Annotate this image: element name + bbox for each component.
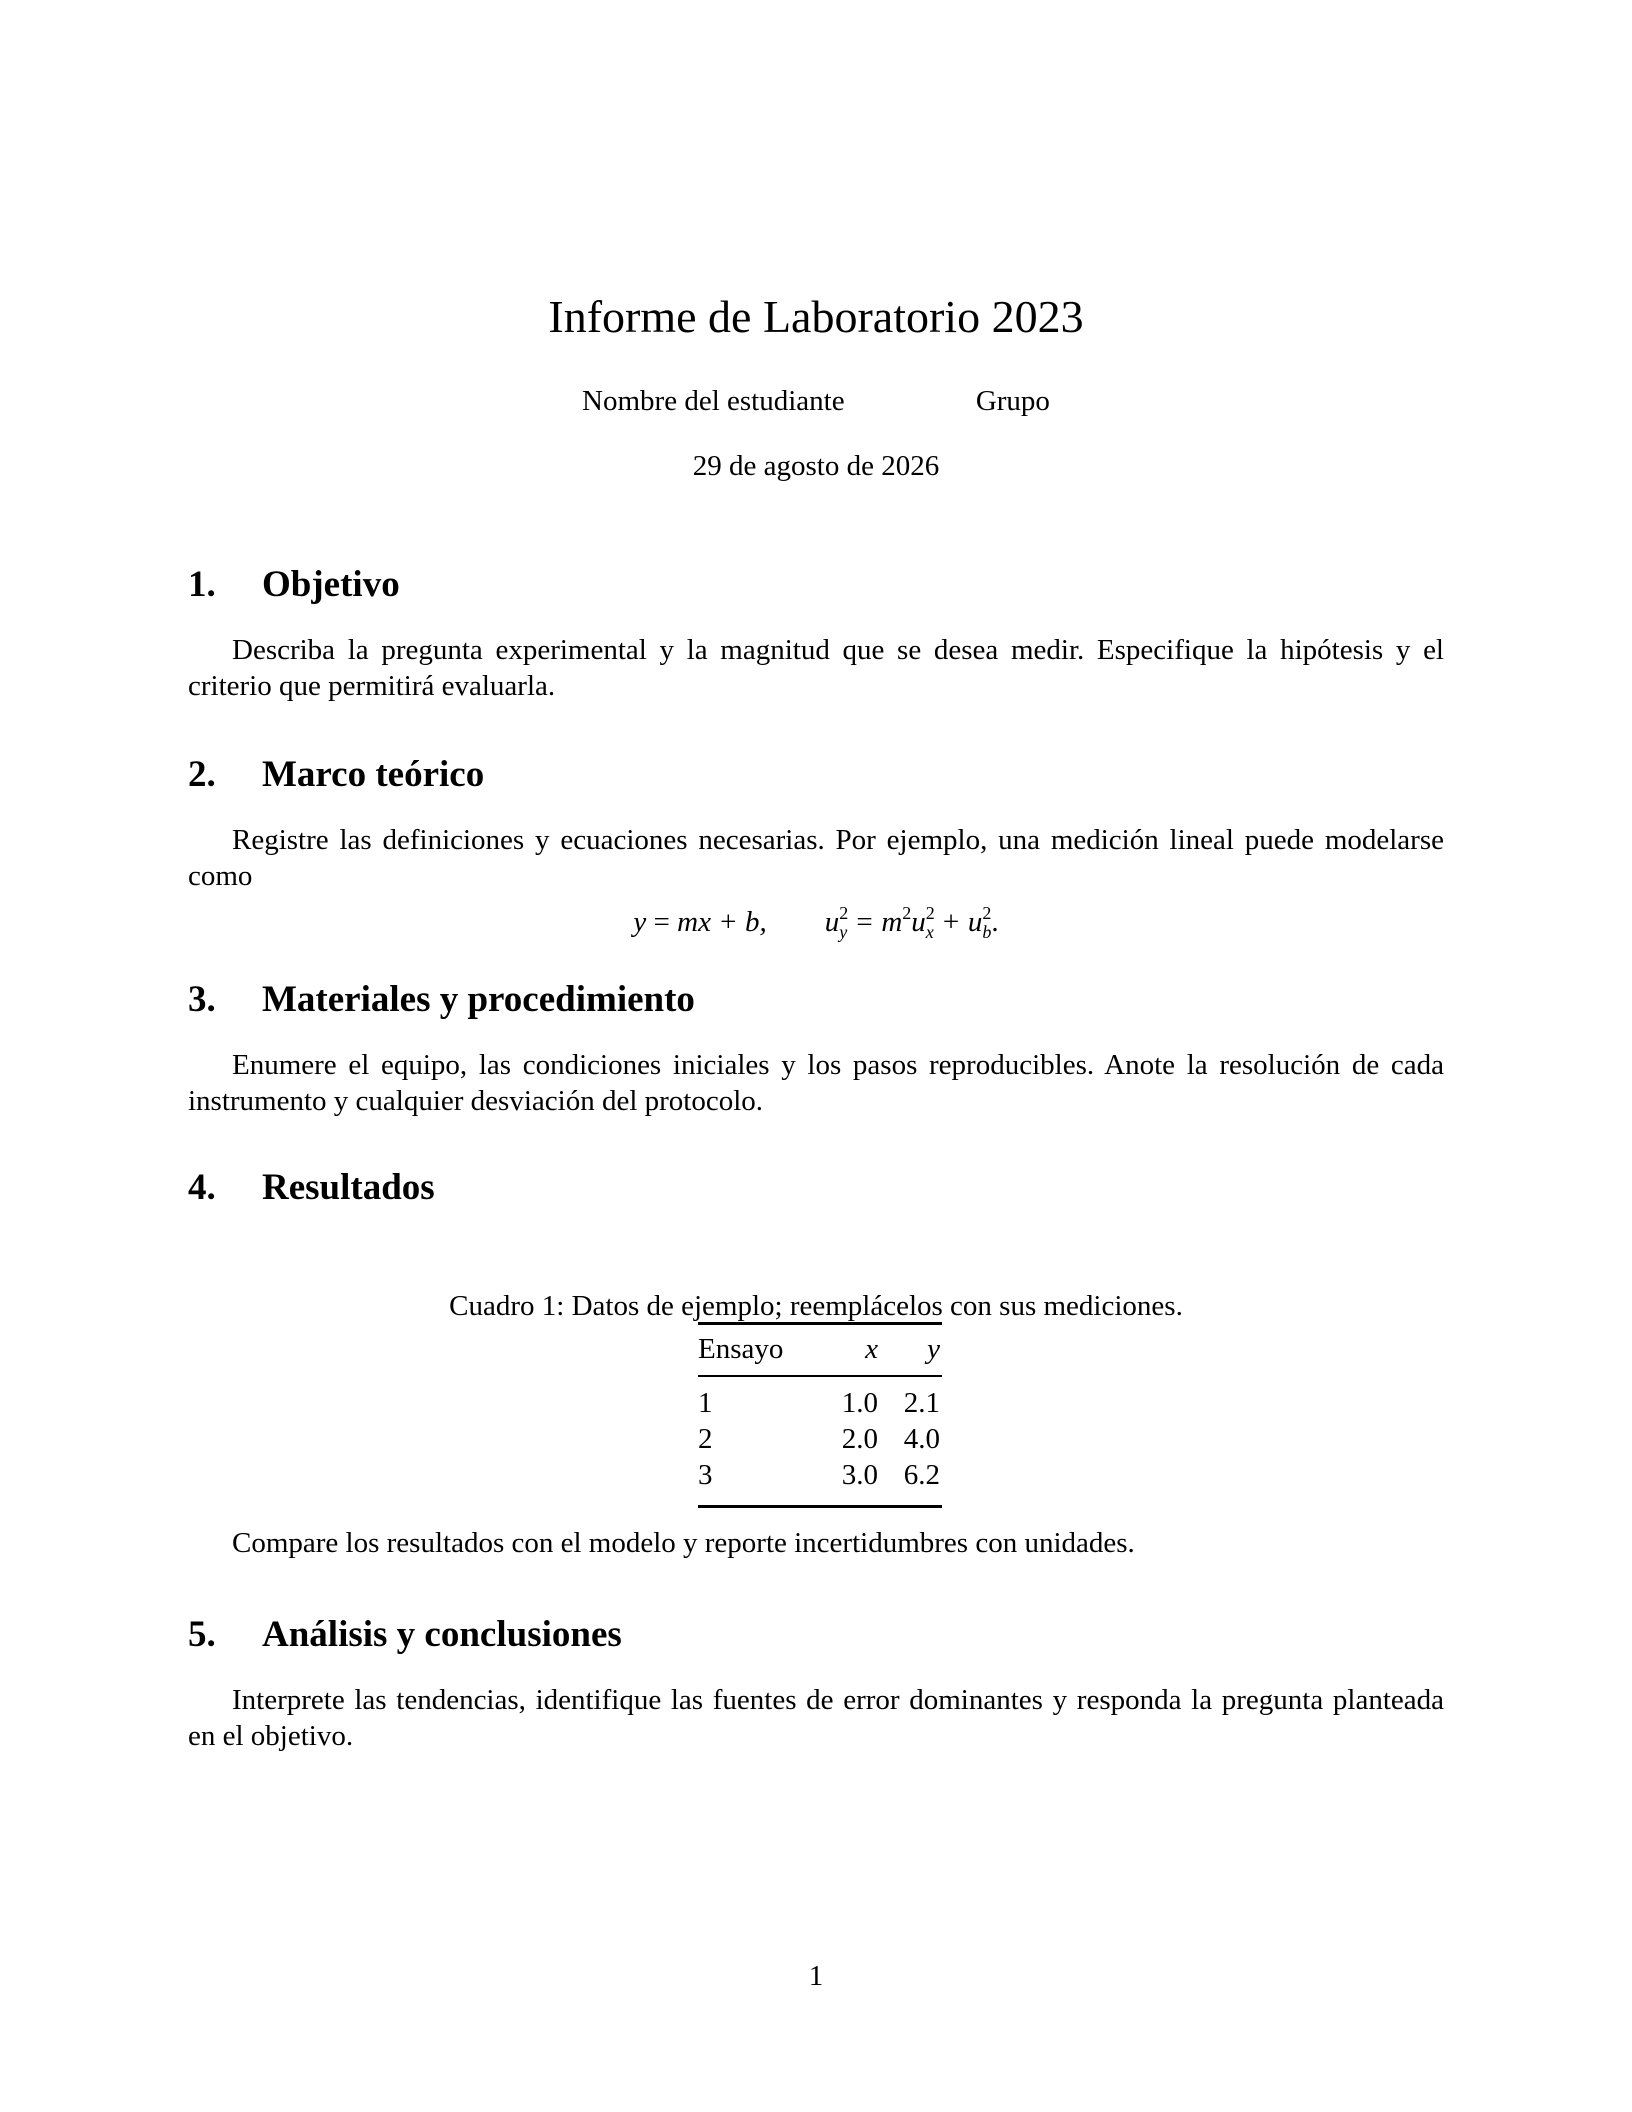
section-number: 4.: [188, 1167, 216, 1208]
document-date: 29 de agosto de 2026: [692, 450, 940, 482]
section-number: 5.: [188, 1614, 216, 1655]
section-materiales: [188, 975, 1444, 1119]
table-header-cell: y: [878, 1324, 942, 1377]
section-title: Materiales y procedimiento: [262, 979, 695, 1020]
eq-equals-m: = m: [847, 906, 903, 938]
section-resultados: [188, 1163, 1444, 1213]
table-cell: 2.0: [841, 1423, 878, 1455]
table-cell: 2.1: [903, 1387, 940, 1419]
table-row: [698, 1421, 942, 1457]
section-number: 1.: [188, 564, 216, 605]
eq-equals: =: [646, 906, 678, 938]
eq-sub: b: [982, 922, 992, 942]
section-heading: [188, 975, 1444, 1025]
equation: [188, 894, 1444, 942]
group-name: Grupo: [975, 385, 1050, 417]
student-name: Nombre del estudiante: [582, 385, 845, 417]
section-objetivo: [188, 560, 1444, 704]
section-number: 2.: [188, 754, 216, 795]
page-number: 1: [808, 1960, 824, 1992]
table-row: [698, 1457, 942, 1507]
eq-var-u: u: [911, 906, 926, 938]
section-text: Describa la pregunta experimental y la magnitud que se desea medir. Especifique la hipótesis y el criterio que permitirá evaluarla.: [188, 634, 1444, 702]
section-text: Compare los resultados con el modelo y reporte incertidumbres con unidades.: [232, 1527, 1135, 1559]
section-heading: [188, 560, 1444, 610]
table-cell: 3.0: [841, 1459, 878, 1491]
section-title: Análisis y conclusiones: [262, 1614, 622, 1655]
section-marco-teorico: [188, 750, 1444, 942]
section-heading: [188, 1163, 1444, 1213]
author-line: [0, 385, 1632, 418]
section-title: Objetivo: [262, 564, 400, 605]
table-cell: 2: [698, 1423, 713, 1455]
section-text: Interprete las tendencias, identifique las fuentes de error dominantes y responda la pregunta planteada en el objetivo.: [188, 1684, 1444, 1752]
section-heading: [188, 1610, 1444, 1660]
table-row: [698, 1376, 942, 1421]
table-header-cell: x: [816, 1324, 878, 1377]
table-cell: 1: [698, 1387, 713, 1419]
section-analisis: [188, 1610, 1444, 1754]
table-cell: 6.2: [903, 1459, 940, 1491]
eq-sup: 2: [902, 903, 912, 923]
table-header-cell: Ensayo: [698, 1324, 816, 1377]
eq-sup: 2: [839, 903, 849, 923]
section-heading: [188, 750, 1444, 800]
document-title: Informe de Laboratorio 2023: [548, 291, 1084, 342]
table-cell: 1.0: [841, 1387, 878, 1419]
table-header-row: [698, 1324, 942, 1377]
section-resultados-text: [188, 1525, 1444, 1561]
eq-plus-u: + u: [933, 906, 983, 938]
section-title: Marco teórico: [262, 754, 485, 795]
section-text: Registre las definiciones y ecuaciones necesarias. Por ejemplo, una medición lineal puede modelarse como: [188, 824, 1444, 892]
table-cell: 4.0: [903, 1423, 940, 1455]
section-number: 3.: [188, 979, 216, 1020]
eq-rhs: mx + b,: [677, 906, 767, 938]
data-table: [698, 1322, 942, 1508]
eq-var-u: u: [824, 906, 840, 938]
eq-sup: 2: [925, 903, 935, 923]
table-caption: Cuadro 1: Datos de ejemplo; reemplácelos con sus mediciones.: [449, 1290, 1183, 1322]
eq-period: .: [991, 906, 999, 938]
eq-var-y: y: [633, 906, 647, 938]
eq-sub: x: [925, 922, 934, 942]
section-title: Resultados: [262, 1167, 435, 1208]
table-cell: 3: [698, 1459, 713, 1491]
section-text: Enumere el equipo, las condiciones iniciales y los pasos reproducibles. Anote la resolución de cada instrumento y cualquier desviación del protocolo.: [188, 1049, 1444, 1117]
eq-sup: 2: [982, 903, 992, 923]
eq-sub: y: [839, 922, 848, 942]
